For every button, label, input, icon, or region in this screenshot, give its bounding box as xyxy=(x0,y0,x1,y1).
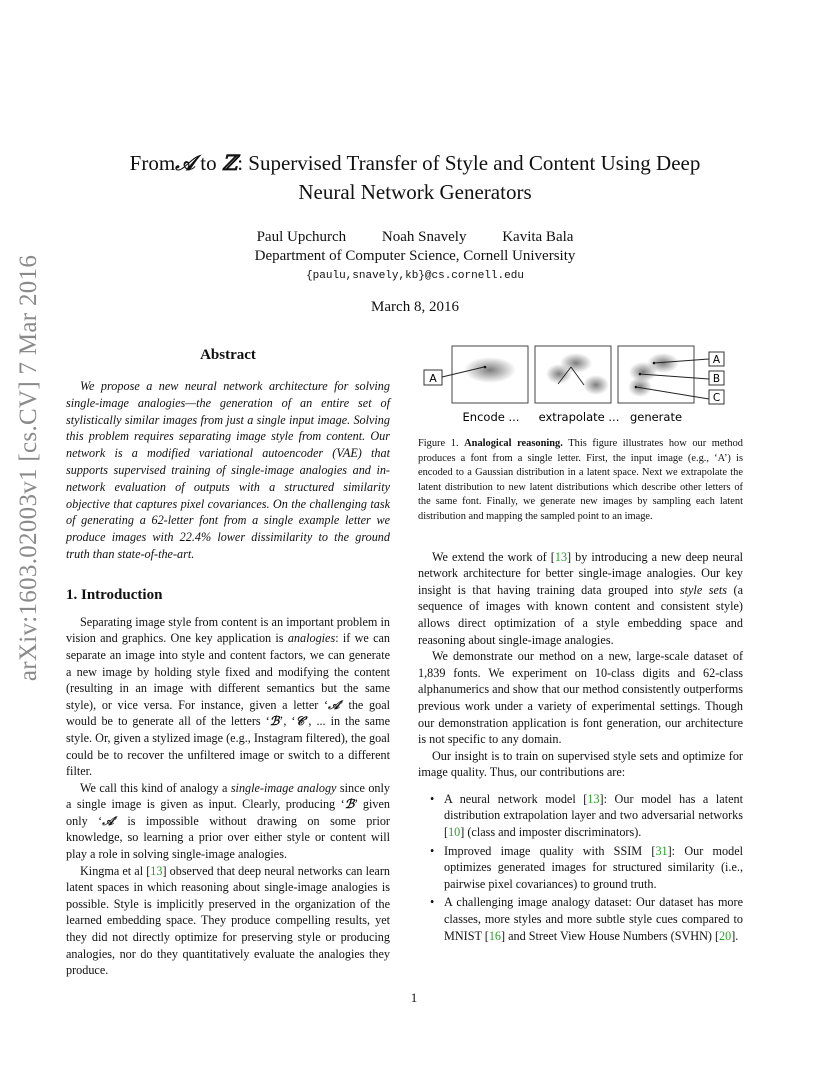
author-list xyxy=(70,229,760,246)
citation-link[interactable]: 13 xyxy=(554,549,568,564)
arxiv-identifier: arXiv:1603.02003v1 [cs.CV] 7 Mar 2016 xyxy=(15,254,43,682)
svg-text:A: A xyxy=(712,354,721,366)
intro-paragraph-1: Separating image style from content is an important problem in vision and graphics. One key application is analogies: if we can separate an image into style and content factors, we can generate a new image by holding style fixed and modifying the content (resulting in an image with different semantics but the same style), or vice versa. For instance, given a letter ‘𝒜’ the goal would be to generate all of the letters ‘ℬ’, ‘𝒞’, ... in the same style. Or, given a stylized image (e.g., Instagram filtered), the goal could be to recover the unfiltered image or switch to a different filter. xyxy=(66,614,391,779)
left-column xyxy=(66,347,390,979)
intro-paragraph-3: Kingma et al [13] observed that deep neural networks can learn latent spaces in which reasoning about single-image analogies is possible. Style is implicitly preserved in the organization of the learned embedding space. They produce compelling results, yet they did not directly optimize for preserving style or producing analogies, nor do they quantitatively evaluate the analogies they produce. xyxy=(66,863,390,978)
stage-label-generate: generate xyxy=(629,410,683,424)
paper-title: From𝒜 to ℤ: Supervised Transfer of Style and Content Using Deep Neural Network Generators xyxy=(129,150,701,204)
right-paragraph-1: We extend the work of [13] by introducing a new deep neural network architecture for better single-image analogies. Our key insight is that having training data grouped into style sets (a sequence of images with known content and consistent style) allows direct optimization of a style embedding space and reasoning about single-image analogies. xyxy=(418,549,743,647)
title-glyph-z: ℤ xyxy=(221,150,238,175)
contributions-list xyxy=(418,791,743,944)
input-letter-label: A xyxy=(429,372,437,385)
author-name: Noah Snavely xyxy=(381,229,467,245)
author-email: {paulu,snavely,kb}@cs.cornell.edu xyxy=(306,270,524,282)
figure-1-caption: Figure 1. Analogical reasoning. This figure illustrates how our method produces a font from a single letter. First, the input image (e.g., ‘A’) is encoded to a Gaussian distribution in a latent space. Next we extrapolate the latent distribution to new latent distributions which describe other letters of the same font. Finally, we generate new images by sampling each latent distribution and mapping the sampled point to an image. xyxy=(418,438,743,522)
citation-link[interactable]: 16 xyxy=(488,928,501,943)
figure-1-svg xyxy=(418,341,743,429)
list-item: • Improved image quality with SSIM [31]: Our model optimizes generated images for structured similarity (i.e., pairwise pixel covariances) to ground truth. xyxy=(430,843,743,891)
svg-text:B: B xyxy=(712,373,721,385)
figure-1-diagram xyxy=(418,341,743,429)
inline-glyph-a: 𝒜 xyxy=(328,697,340,712)
right-paragraph-2: We demonstrate our method on a new, large-scale dataset of 1,839 fonts. We experiment on 10-class digits and 62-class alphanumerics and show that our method consistently outperforms previous work under a variety of experimental settings. Though our demonstration application is font generation, our architecture is not specific to any domain. xyxy=(418,649,743,747)
right-column xyxy=(418,341,743,946)
page-number: 1 xyxy=(410,990,418,1005)
abstract-text: We propose a new neural network architecture for solving single-image analogies—the generation of an entire set of stylistically similar images from just a single input image. Solving this problem requires separating image style from content. Our network is a modified variational autoencoder (VAE) that supports supervised training of single-image analogies and in-network evaluation of outputs with a structured similarity objective that captures pixel covariances. On the challenging task of generating a 62-letter font from a single example letter we produce images with 22.4% lower dissimilarity to the ground truth than state-of-the-art. xyxy=(66,379,390,561)
publication-date: March 8, 2016 xyxy=(371,299,459,315)
list-item: • A neural network model [13]: Our model has a latent distribution extrapolation layer and two adversarial networks [10] (class and imposter discriminators). xyxy=(430,791,743,840)
inline-glyph-c: 𝒞 xyxy=(295,714,305,729)
affiliation: Department of Computer Science, Cornell University xyxy=(254,248,576,264)
author-name: Kavita Bala xyxy=(502,229,574,245)
citation-link[interactable]: 20 xyxy=(719,928,732,943)
citation-link[interactable]: 13 xyxy=(150,863,163,878)
inline-glyph-b: ℬ xyxy=(269,714,280,729)
citation-link[interactable]: 13 xyxy=(587,791,600,806)
abstract-heading: Abstract xyxy=(200,347,256,363)
citation-link[interactable]: 10 xyxy=(448,825,461,840)
title-glyph-a: 𝒜 xyxy=(175,150,196,175)
right-paragraph-3: Our insight is to train on supervised style sets and optimize for image quality. Thus, our contributions are: xyxy=(418,748,743,780)
svg-text:C: C xyxy=(712,392,721,404)
section-heading-introduction: 1. Introduction xyxy=(66,586,163,603)
stage-label-encode: Encode ... xyxy=(462,410,520,424)
stage-label-extrapolate: extrapolate ... xyxy=(538,410,620,424)
intro-paragraph-2: We call this kind of analogy a single-image analogy since only a single image is given as input. Clearly, producing ‘ℬ’ given only ‘𝒜’ is impossible without drawing on some prior knowledge, so learning a prior over either style or content will play a role in solving single-image analogies. xyxy=(66,780,390,862)
citation-link[interactable]: 31 xyxy=(655,843,668,858)
list-item: • A challenging image analogy dataset: Our dataset has more classes, more styles and more subtle style cues compared to MNIST [16] and Street View House Numbers (SVHN) [20]. xyxy=(430,895,743,943)
inline-glyph-b: ℬ xyxy=(344,797,355,812)
author-name: Paul Upchurch xyxy=(256,229,347,245)
inline-glyph-a: 𝒜 xyxy=(102,813,114,828)
